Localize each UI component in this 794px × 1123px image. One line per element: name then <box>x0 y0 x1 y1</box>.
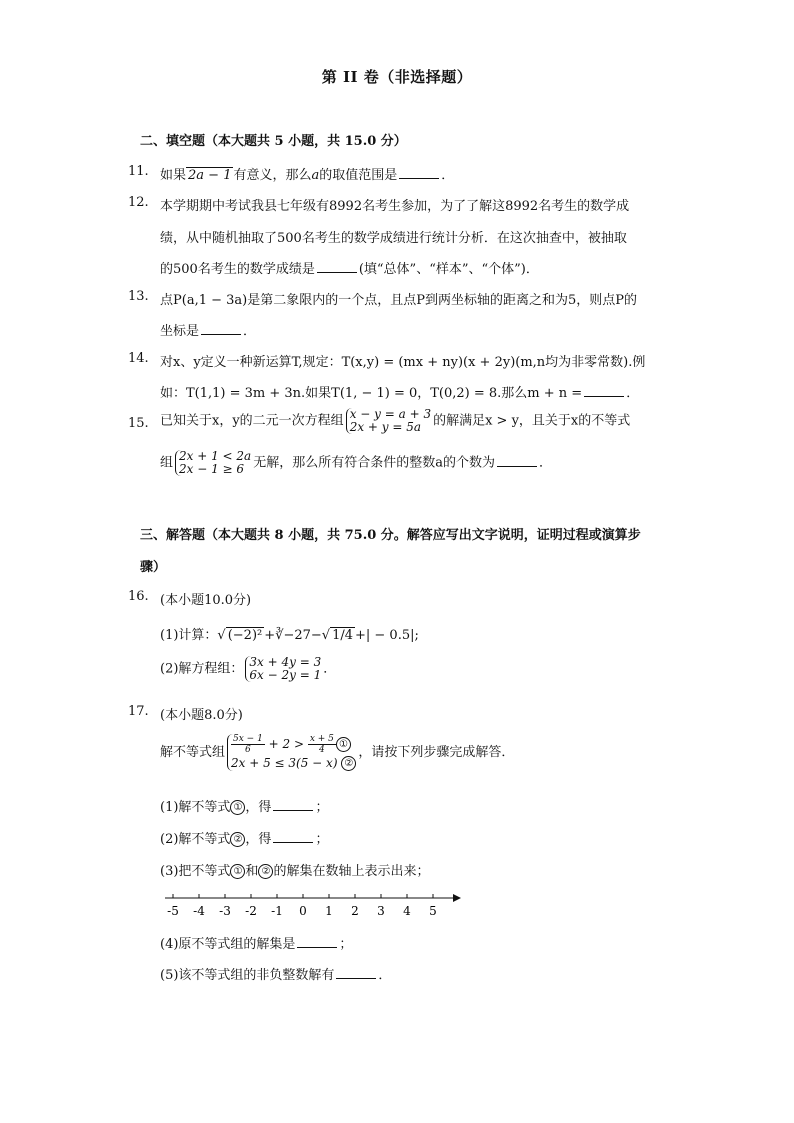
q12-line3: 的500名考生的数学成绩是 (填“总体”、“样本”、“个体”)． <box>160 262 539 277</box>
q15-line2: 组 2x + 1 < 2a 2x − 1 ≥ 6 无解，那么所有符合条件的整数a的个数为 ． <box>160 449 552 476</box>
q17-step2: (2)解不等式 ② ，得 ； <box>160 832 329 847</box>
q17-score: (本小题8.0分) <box>160 708 243 723</box>
q14-number: 14. <box>128 351 149 366</box>
q12-line1: 本学期期中考试我县七年级有8992名考生参加，为了了解这8992名考生的数学成 <box>160 199 630 214</box>
q17-step2-blank[interactable] <box>273 831 313 843</box>
q13-line2: 坐标是 ． <box>160 324 257 339</box>
q12-line2: 绩，从中随机抽取了500名考生的数学成绩进行统计分析．在这次抽查中，被抽取 <box>160 231 627 246</box>
number-line-tick-label: -5 <box>167 904 179 918</box>
q17-step5: (5)该不等式组的非负整数解有 ． <box>160 968 392 983</box>
q17-step1-blank[interactable] <box>273 799 313 811</box>
q16-system: 3x + 4y = 3 6x − 2y = 1 <box>245 656 321 682</box>
q13-number: 13. <box>128 289 149 304</box>
q17-step1: (1)解不等式 ① ，得 ； <box>160 800 329 815</box>
section-answer-heading: 三、解答题（本大题共 8 小题，共 75.0 分。解答应写出文字说明，证明过程或演算步 <box>140 528 641 543</box>
q14-line1: 对x、y定义一种新运算T,规定：T(x,y) = (mx + ny)(x + 2y)(m,n均为非零常数).例 <box>160 355 646 370</box>
q15-system-1: x − y = a + 3 2x + y = 5a <box>346 408 431 434</box>
number-line-tick-label: 1 <box>325 904 333 918</box>
number-line-tick-label: 0 <box>299 904 307 918</box>
number-line-tick-label: -2 <box>245 904 257 918</box>
q16-part2: (2)解方程组： 3x + 4y = 3 6x − 2y = 1 ． <box>160 655 337 682</box>
number-line-tick-label: 5 <box>429 904 437 918</box>
section-fill-in-heading: 二、填空题（本大题共 5 小题，共 15.0 分） <box>140 134 407 149</box>
q17-step4: (4)原不等式组的解集是 ； <box>160 937 353 952</box>
q17-system: $\frac{5x - 1}{6}$ + 2 > $\frac{x + 5}{4}$ ① 2x + 5 ≤ 3(5 − x) ② <box>227 734 356 771</box>
q13-line1: 点P(a,1 − 3a)是第二象限内的一个点，且点P到两坐标轴的距离之和为5，则点P的 <box>160 293 637 308</box>
q17-intro: 解不等式组 $\frac{5x - 1}{6}$ + 2 > $\frac{x + 5}{4}$ ① 2x + 5 ≤ 3(5 − x) ②，请按下列步骤完成解答． <box>160 734 515 770</box>
q16-part1: (1)计算：√ (−2)² +∛−27−√ 1/4 +| − 0.5|; <box>160 628 419 643</box>
number-line-tick-label: -3 <box>219 904 231 918</box>
q17-number: 17. <box>128 704 149 719</box>
number-line-tick-label: -1 <box>271 904 283 918</box>
q15-number: 15. <box>128 416 149 431</box>
q15-system-2: 2x + 1 < 2a 2x − 1 ≥ 6 <box>175 450 251 476</box>
q11-answer-blank[interactable] <box>399 167 439 179</box>
q16-number: 16. <box>128 589 149 604</box>
q17-step3: (3)把不等式 ① 和 ② 的解集在数轴上表示出来； <box>160 864 430 879</box>
q13-answer-blank[interactable] <box>201 323 241 335</box>
q15-answer-blank[interactable] <box>497 455 537 467</box>
number-line-tick-label: 4 <box>403 904 411 918</box>
q16-score: (本小题10.0分) <box>160 593 252 608</box>
q11-text: 如果 2a − 1 有意义，那么a的取值范围是 ． <box>160 168 455 183</box>
q12-answer-blank[interactable] <box>317 261 357 273</box>
page-title: 第 II 卷（非选择题） <box>321 68 473 86</box>
q14-line2: 如：T(1,1) = 3m + 3n.如果T(1, − 1) = 0，T(0,2) = 8.那么m + n = ． <box>160 386 640 401</box>
q14-answer-blank[interactable] <box>584 385 624 397</box>
number-line <box>155 888 475 922</box>
q15-line1: 已知关于x，y的二元一次方程组 x − y = a + 3 2x + y = 5a 的解满足x > y，且关于x的不等式 <box>160 407 631 434</box>
q17-step5-blank[interactable] <box>336 967 376 979</box>
number-line-tick-label: 3 <box>377 904 385 918</box>
q11-number: 11. <box>128 164 149 179</box>
q12-number: 12. <box>128 195 149 210</box>
number-line-tick-label: 2 <box>351 904 359 918</box>
number-line-arrow-icon <box>453 894 461 902</box>
section-answer-heading-cont: 骤） <box>140 560 167 575</box>
number-line-tick-label: -4 <box>193 904 205 918</box>
q17-step4-blank[interactable] <box>297 936 337 948</box>
